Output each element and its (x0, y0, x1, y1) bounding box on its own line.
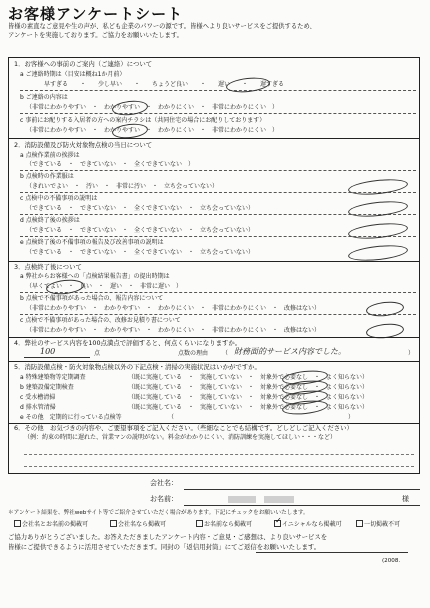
redacted-name (228, 496, 256, 503)
check-option-3[interactable] (196, 520, 252, 528)
q6-example: （例：約束の時間に遅れた、営業マンの説明がない。料金がわかりにくい、消防訓練を実施してほしい・・・など） (24, 434, 337, 441)
q1-heading: 1．お客様への事前のご案内（ご連絡）について (14, 60, 153, 68)
q1c-options[interactable]: （非常にわかりやすい ・ わかりやすい ・ わかりにくい ・ 非常にわかりにくい ） (26, 127, 279, 134)
q2-heading: 2．消防設備及び防火対象物点検の当日について (14, 141, 153, 149)
q3a-question: a 弊社からお客様への「点検結果報告書」の提出時期は (20, 273, 170, 280)
q4-heading: 4．弊社のサービス内容を100点満点で評価すると、何点くらいになりますか。 (14, 339, 242, 347)
check-option-4[interactable] (274, 516, 342, 528)
publish-note: ＊アンケート結果を、弊社webサイト等でご紹介させていただく場合があります。下記にチェックをお願いいたします。 (8, 510, 309, 516)
divider (20, 170, 416, 171)
section-divider (8, 261, 420, 262)
q2c-options[interactable]: （できている ・ できていない ・ 全くできていない ・ 立ち会っていない） (26, 205, 255, 212)
q5b-label: b 建築設備定期検査 (20, 384, 74, 391)
intro-text (8, 22, 422, 40)
divider (20, 90, 416, 91)
check-label: お名前なら掲載可 (204, 521, 253, 528)
reason-handwritten[interactable]: 財務面的サービス内容でした。 (234, 347, 346, 356)
check-label: 一切掲載不可 (364, 521, 401, 528)
redacted-name (264, 496, 294, 503)
divider (20, 113, 416, 114)
q2b-question: b 点検時の作業服は (20, 173, 74, 180)
q3b-options[interactable]: （非常にわかりやすい ・ わかりやすい ・ わかりにくい ・ 非常にわかりにくい ・ 改修はない） (26, 305, 321, 312)
q5d-label: d 排水管清掃 (20, 404, 56, 411)
intro-line-2: アンケートを実施しております。ご協力をお願いいたします。 (8, 32, 183, 39)
paren-open: （ (222, 350, 229, 357)
q5d-options[interactable]: （既に実施している ・ 実施していない ・ 対象外で必要なし ・ よく知らない） (128, 404, 369, 411)
q2d-question: d 点検終了後の挨拶は (20, 217, 80, 224)
name-line[interactable] (184, 505, 420, 506)
q5a-label: a 特殊建築物等定期調査 (20, 374, 86, 381)
q3-heading: 3．点検終了後について (14, 263, 82, 271)
check-label: 会社名とお名前の掲載可 (22, 521, 89, 528)
q3c-options[interactable]: （非常にわかりやすい ・ わかりやすい ・ わかりにくい ・ 非常にわかりにくい ・ 改修はない） (26, 327, 321, 334)
q3c-question: c 点検で不備事項があった場合の、改修お見積り書について (20, 317, 181, 324)
q3a-options[interactable]: （早くてよい ・ 良い ・ 遅い ・ 非常に遅い ） (26, 283, 183, 290)
q5c-options[interactable]: （既に実施している ・ 実施していない ・ 対象外で必要なし ・ よく知らない） (128, 394, 369, 401)
intro-line-1: 皆様の素直なご意見や生の声が、私ども企業のパワーの源です。皆様へより良いサービスをご提供するため、 (8, 23, 316, 30)
check-label: 会社名なら掲載可 (118, 521, 167, 528)
q5a-options[interactable]: （既に実施している ・ 実施していない ・ 対象外で必要なし ・ よく知らない） (128, 374, 369, 381)
q5e-input[interactable]: （ ） (168, 414, 355, 421)
thanks-line-1: ご協力ありがとうございました。お答えただきましたアンケート内容・ご意見・ご感想は、より良いサービスを (8, 533, 328, 541)
underline (256, 552, 408, 553)
checkbox-checked[interactable] (274, 516, 282, 527)
points-unit: 点 (94, 350, 101, 357)
divider (20, 292, 416, 293)
q1b-question: b ご連絡の内容は (20, 94, 68, 101)
write-line (24, 454, 414, 455)
q2a-question: a 点検作業前の挨拶は (20, 152, 80, 159)
q2b-options[interactable]: （きれいでよい ・ 汚い ・ 非常に汚い ・ 立ち会っていない） (26, 183, 219, 190)
check-label: イニシャルなら掲載可 (282, 521, 342, 528)
divider (20, 314, 416, 315)
sama-label: 様 (402, 495, 409, 503)
score-line (24, 357, 90, 358)
checkbox[interactable] (196, 520, 203, 527)
q1a-options[interactable]: 早すぎる ・ 少し早い ・ ちょうど良い ・ 遅い ・ 遅すぎる (44, 81, 285, 88)
q5e-label: e その他 定期的に行っている点検等 (20, 414, 122, 421)
check-option-2[interactable] (110, 520, 166, 528)
q5-heading: 5．消防設備点検・防火対象物点検以外の下記点検・清掃の実施状況はいかがですか。 (14, 363, 261, 371)
page-title: お客様アンケートシート (8, 5, 184, 23)
check-option-5[interactable] (356, 520, 400, 528)
q6-comment-area[interactable] (10, 444, 418, 472)
checkbox[interactable] (110, 520, 117, 527)
company-line[interactable] (184, 489, 420, 490)
q2e-options[interactable]: （できている ・ できていない ・ 全くできていない ・ 立ち会っていない） (26, 249, 255, 256)
write-line (24, 466, 414, 467)
section-divider (8, 337, 420, 338)
check-option-1[interactable] (14, 520, 88, 528)
reason-label: 点数の理由 (178, 350, 209, 357)
q6-heading: 6．その他 お気づきの内容や、ご要望事項をご記入ください。（些細なことでも結構です。どしどしご記入ください） (14, 424, 353, 432)
q2a-options[interactable]: （できている ・ できていない ・ 全くできていない ） (26, 161, 195, 168)
paren-close: ） (408, 350, 415, 357)
q5b-options[interactable]: （既に実施している ・ 実施していない ・ 対象外で必要なし ・ よく知らない） (128, 384, 369, 391)
q1c-question: c 事前にお配りする入居者の方への案内チラシは（共同住宅の場合にお配りしております） (20, 117, 266, 124)
q2e-question: e 点検終了後の不備事項の報告及び改善事項の説明は (20, 239, 164, 246)
form-code: (2008. (382, 558, 401, 564)
score-handwritten[interactable]: 100 (40, 347, 56, 356)
section-divider (8, 138, 420, 139)
checkbox[interactable] (356, 520, 363, 527)
q5c-label: c 受水槽清掃 (20, 394, 56, 401)
q1a-question: a ご連絡時期は（目安は概ね1か月前） (20, 71, 126, 78)
q3b-question: b 点検で不備事項があった場合の、報告内容について (20, 295, 164, 302)
q2c-question: c 点検中の不備事項の説明は (20, 195, 98, 202)
check-mark-icon: ✓ (275, 516, 282, 525)
thanks-line-2: 皆様にご提供できるように活用させていただきます。同封の「返信用封筒」にてご返信をお願いいたします。 (8, 543, 321, 551)
section-divider (8, 361, 420, 362)
company-label: 会社名： (150, 479, 178, 487)
name-label: お名前： (150, 495, 178, 503)
checkbox[interactable] (14, 520, 21, 527)
q1b-options[interactable]: （非常にわかりやすい ・ わかりやすい ・ わかりにくい ・ 非常にわかりにくい ） (26, 104, 279, 111)
q2d-options[interactable]: （できている ・ できていない ・ 全くできていない ・ 立ち会っていない） (26, 227, 255, 234)
